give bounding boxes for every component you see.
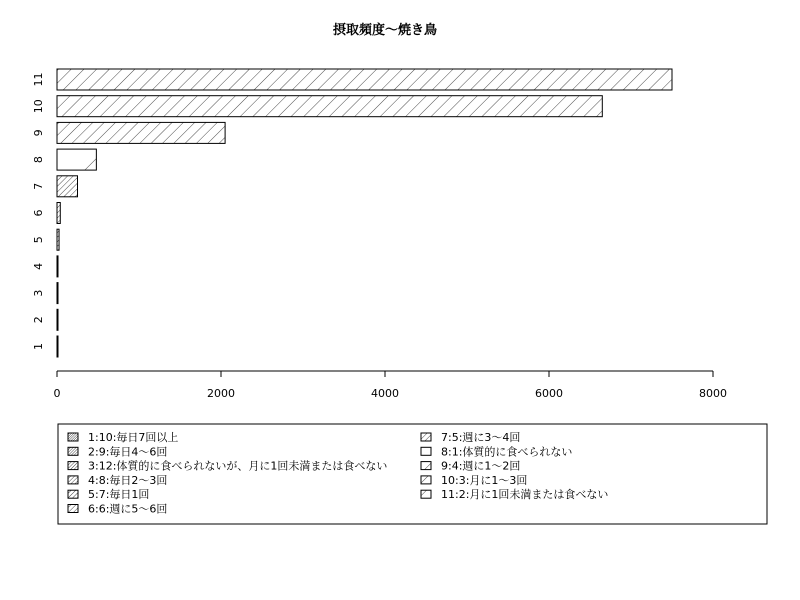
y-tick-label-8: 8 <box>32 156 45 164</box>
legend-swatch-4 <box>68 476 78 484</box>
y-tick-label-3: 3 <box>32 289 45 297</box>
legend-label-8: 8:1:体質的に食べられない <box>441 445 573 459</box>
legend-label-2: 2:9:毎日4〜6回 <box>88 445 168 459</box>
chart-title: 摂取頻度〜焼き鳥 <box>332 23 438 38</box>
x-axis <box>54 371 728 400</box>
bar-8 <box>57 149 96 170</box>
bar-4 <box>57 256 58 277</box>
legend-label-7: 7:5:週に3〜4回 <box>441 431 521 444</box>
legend-swatch-11 <box>421 490 431 498</box>
bar-9 <box>57 122 225 143</box>
bar-1 <box>57 336 58 357</box>
y-tick-label-1: 1 <box>32 343 45 350</box>
legend-label-11: 11:2:月に1回未満または食べない <box>441 488 609 502</box>
bar-7 <box>57 176 78 197</box>
legend-swatch-7 <box>421 433 431 441</box>
x-tick-label-4000: 4000 <box>371 387 399 400</box>
y-tick-label-7: 7 <box>32 182 45 190</box>
legend-swatch-9 <box>421 462 431 470</box>
legend <box>58 424 767 524</box>
y-tick-label-5: 5 <box>32 236 45 244</box>
legend-swatch-6 <box>68 505 78 513</box>
y-tick-label-6: 6 <box>32 209 45 217</box>
x-tick-label-2000: 2000 <box>207 387 235 400</box>
legend-label-4: 4:8:毎日2〜3回 <box>88 473 168 487</box>
y-tick-label-2: 2 <box>32 316 45 324</box>
bar-2 <box>57 309 58 330</box>
bar-11 <box>57 69 672 90</box>
y-tick-label-4: 4 <box>32 262 45 270</box>
bar-10 <box>57 96 602 117</box>
y-axis <box>32 73 45 351</box>
y-tick-label-9: 9 <box>32 129 45 137</box>
bar-5 <box>57 229 59 250</box>
legend-swatch-8 <box>421 447 431 455</box>
legend-swatch-1 <box>68 433 78 441</box>
x-tick-label-8000: 8000 <box>699 387 727 400</box>
y-tick-label-11: 11 <box>32 72 45 87</box>
legend-swatch-10 <box>421 476 431 484</box>
bar-6 <box>57 203 60 224</box>
legend-label-1: 1:10:毎日7回以上 <box>88 431 179 444</box>
legend-label-10: 10:3:月に1〜3回 <box>441 473 528 487</box>
legend-label-5: 5:7:毎日1回 <box>88 488 150 502</box>
bars-group <box>57 69 672 357</box>
x-tick-label-6000: 6000 <box>535 387 563 400</box>
x-tick-label-0: 0 <box>53 387 61 400</box>
legend-label-3: 3:12:体質的に食べられないが、月に1回未満または食べない <box>88 459 388 473</box>
legend-label-6: 6:6:週に5〜6回 <box>88 502 168 516</box>
legend-swatch-2 <box>68 447 78 455</box>
legend-swatch-5 <box>68 490 78 498</box>
bar-3 <box>57 283 58 304</box>
y-tick-label-10: 10 <box>32 99 45 114</box>
legend-swatch-3 <box>68 462 78 470</box>
legend-label-9: 9:4:週に1〜2回 <box>441 459 521 473</box>
